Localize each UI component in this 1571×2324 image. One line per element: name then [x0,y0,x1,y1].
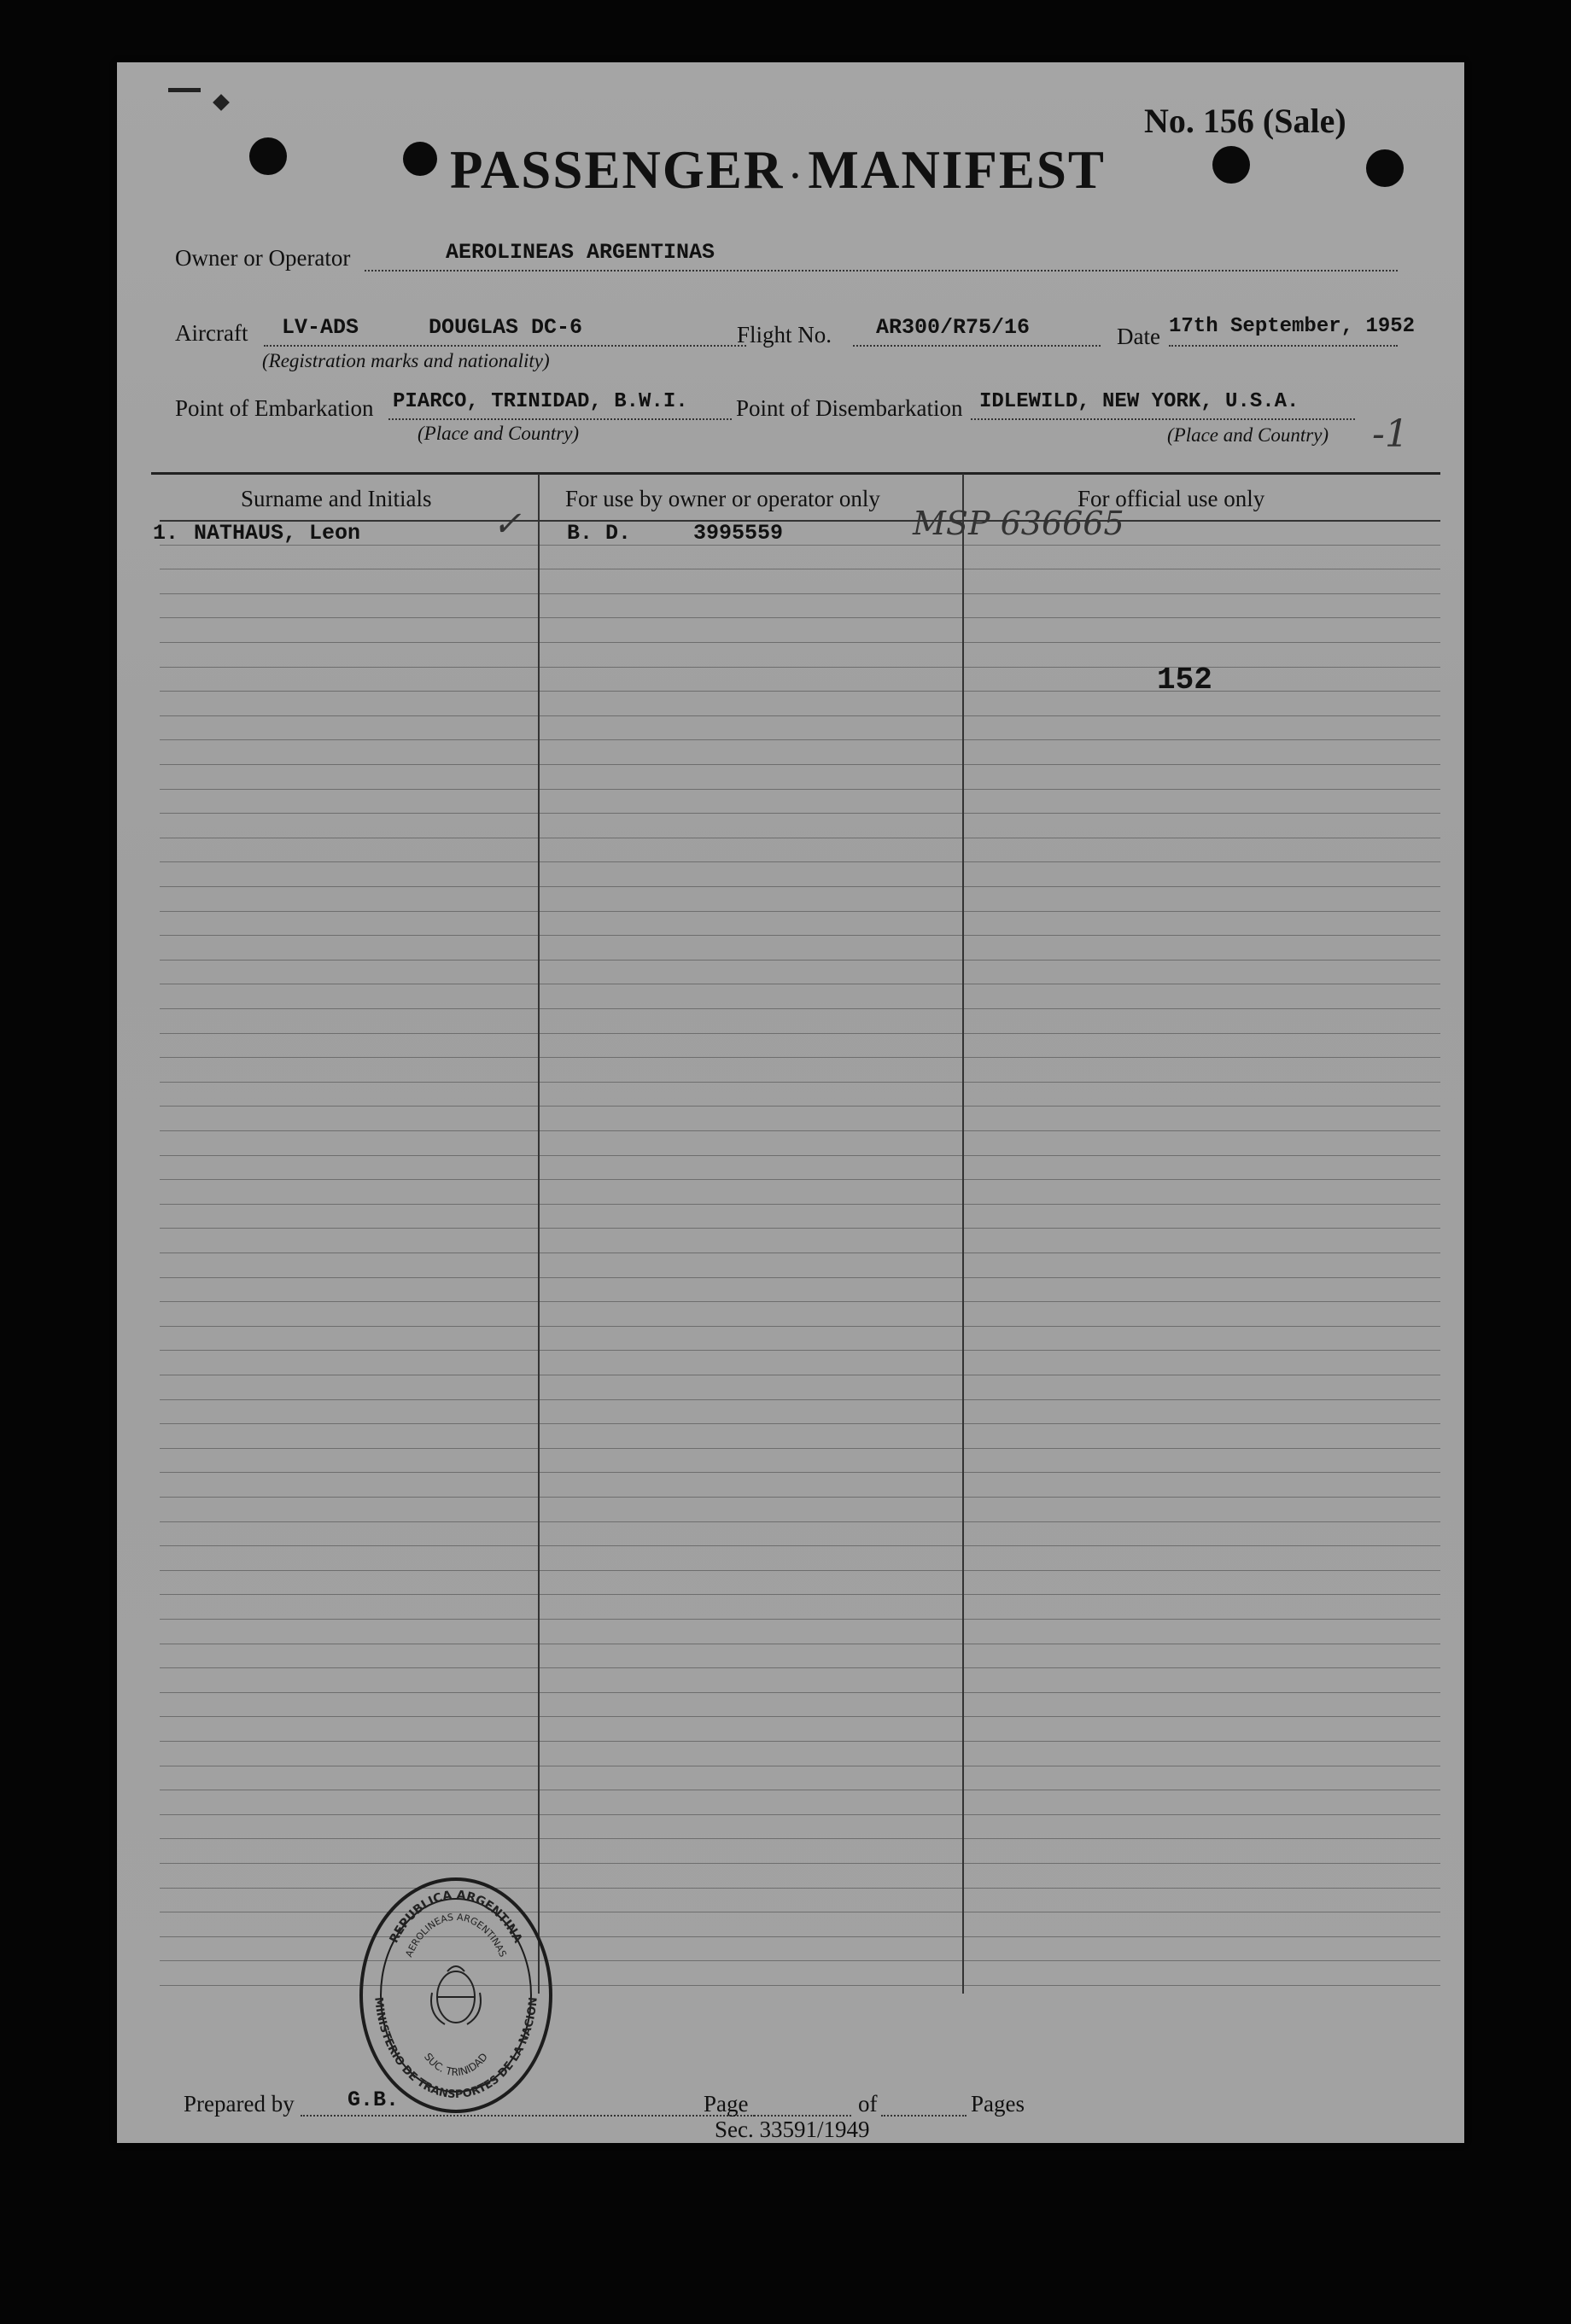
ruled-line [160,617,1440,618]
svg-text:SUC. TRINIDAD [422,2051,490,2078]
row-1-owner-number: 3995559 [693,521,784,546]
ruled-line [160,1423,1440,1424]
column-header-owner-use: For use by owner or operator only [565,486,880,511]
embarkation-label: Point of Embarkation [175,395,374,421]
aircraft-type: DOUGLAS DC-6 [429,315,583,340]
disembarkation-caption: (Place and Country) [1167,424,1329,446]
ruled-line [160,1594,1440,1595]
title-word-passenger: PASSENGER [450,140,785,200]
ruled-line [160,1448,1440,1449]
ruled-line [160,1399,1440,1400]
official-seal [359,1877,552,2113]
column-header-surname: Surname and Initials [241,486,432,511]
flight-label: Flight No. [737,322,832,347]
ruled-line [160,1326,1440,1327]
seal-text-inner-top: AEROLINEAS ARGENTINAS [403,1911,509,1959]
punch-hole-right [1212,146,1250,184]
ruled-line [160,1301,1440,1302]
punch-hole-right-2 [1366,149,1404,187]
page-label: Page [704,2091,749,2117]
section-reference: Sec. 33591/1949 [715,2117,870,2142]
disembarkation-label: Point of Disembarkation [736,395,963,421]
ruled-line [160,1277,1440,1278]
ruled-line [160,1057,1440,1058]
smudge-mark-2 [213,94,230,111]
aircraft-registration: LV-ADS [282,315,359,340]
ruled-line [160,1521,1440,1522]
smudge-mark [168,88,201,92]
embarkation-value: PIARCO, TRINIDAD, B.W.I. [393,390,688,413]
ruled-line [160,1716,1440,1717]
ruled-line [160,1570,1440,1571]
ruled-line [160,593,1440,594]
aircraft-label: Aircraft [175,320,248,346]
ruled-line [160,715,1440,716]
row-1-name: NATHAUS, Leon [194,521,361,546]
row-1-checkmark: ✓ [493,505,522,544]
pages-label: Pages [971,2091,1025,2117]
row-1-owner-prefix: B. D. [567,521,632,546]
row-1-number: 1. [153,521,179,546]
ruled-line [160,764,1440,765]
ruled-line [160,1692,1440,1693]
owner-value: AEROLINEAS ARGENTINAS [446,240,715,265]
ruled-line [160,1228,1440,1229]
seal-text-outer-top: REPUBLICA ARGENTINA [387,1888,525,1946]
ruled-line [160,1472,1440,1473]
column-header-official-use: For official use only [1078,486,1265,511]
prepared-by-label: Prepared by [184,2091,295,2117]
ruled-line [160,886,1440,887]
disembarkation-handwritten-mark: -1 [1372,412,1409,456]
seal-text-inner-bottom: SUC. TRINIDAD [421,2050,491,2079]
title-word-manifest: MANIFEST [808,140,1106,200]
ruled-line [160,1863,1440,1864]
ruled-line [160,789,1440,790]
flight-dotted-line [853,345,1101,347]
ruled-line [160,1082,1440,1083]
row-1-official-entry: MSP 636665 [913,505,1124,542]
coat-of-arms-icon [431,1966,481,2024]
date-value: 17th September, 1952 [1169,315,1416,338]
prepared-by-value: G.B. [347,2088,400,2112]
ruled-line [160,1179,1440,1180]
ruled-line [160,960,1440,961]
ruled-line [160,935,1440,936]
ruled-line [160,1008,1440,1009]
owner-label: Owner or Operator [175,245,351,271]
manifest-sheet [117,62,1464,2143]
seal-graphic [359,1877,552,2113]
ruled-line [160,1814,1440,1815]
ruled-line [160,813,1440,814]
ruled-line [160,1888,1440,1889]
page-title [450,139,1106,201]
ruled-line [160,1741,1440,1742]
ruled-line [160,1838,1440,1839]
ruled-line [160,1960,1440,1961]
ruled-line [160,1350,1440,1351]
svg-text:AEROLINEAS ARGENTINAS [403,1912,508,1959]
svg-text:MINISTERIO DE TRANSPORTES DE L [371,1996,540,2101]
embarkation-dotted-line [388,418,732,420]
punch-hole-left [249,137,287,175]
ruled-line [160,1106,1440,1107]
column-divider-1 [538,474,540,1994]
ruled-line [160,1667,1440,1668]
aircraft-dotted-line [264,345,746,347]
owner-dotted-line [365,270,1398,272]
ruled-line [160,1545,1440,1546]
ruled-line [160,1497,1440,1498]
ruled-line [160,1130,1440,1131]
punch-hole-left-2 [403,142,437,176]
title-separator: · [789,156,803,196]
disembarkation-value: IDLEWILD, NEW YORK, U.S.A. [979,390,1299,413]
ruled-line [160,691,1440,692]
ruled-line [160,1619,1440,1620]
of-dotted-line [881,2115,967,2117]
column-divider-2 [962,474,964,1994]
ruled-line [160,1936,1440,1937]
ruled-line [160,1155,1440,1156]
ruled-line [160,642,1440,643]
ruled-line [160,861,1440,862]
embarkation-caption: (Place and Country) [418,423,580,444]
ruled-line [160,1985,1440,1986]
ruled-line [160,667,1440,668]
aircraft-caption: (Registration marks and nationality) [262,350,550,371]
seal-text-outer-bottom: MINISTERIO DE TRANSPORTES DE LA NACION [371,1996,540,2102]
official-note: 152 [1157,663,1212,698]
date-label: Date [1117,324,1160,349]
ruled-line [160,1033,1440,1034]
ruled-line [160,1204,1440,1205]
ruled-line [160,911,1440,912]
ruled-line [160,739,1440,740]
of-label: of [858,2091,878,2117]
date-dotted-line [1169,345,1398,347]
document-number: No. 156 (Sale) [1144,102,1346,140]
flight-value: AR300/R75/16 [876,315,1031,340]
disembarkation-dotted-line [971,418,1355,420]
table-top-border [151,472,1440,475]
